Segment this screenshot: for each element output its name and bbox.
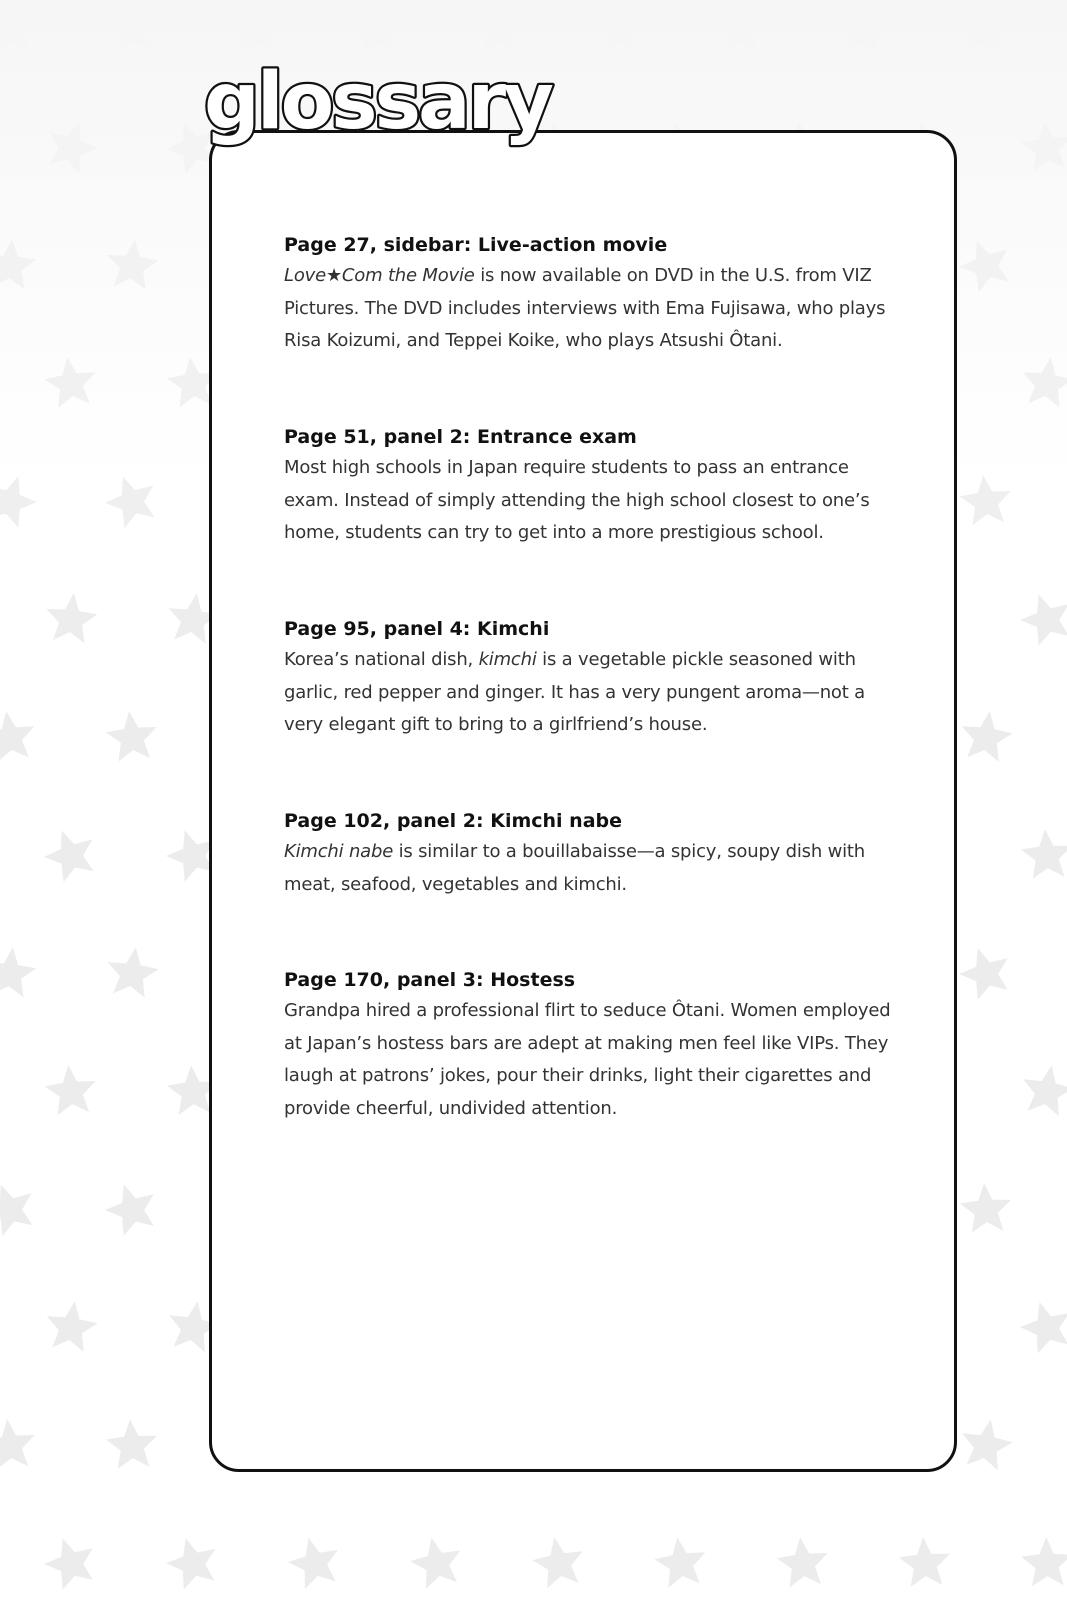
glossary-title (200, 58, 560, 158)
background-star (961, 3, 1012, 53)
background-star (44, 831, 93, 882)
entry-heading: Page 95, panel 4: Kimchi (284, 618, 550, 640)
background-star (0, 711, 34, 762)
background-star (777, 1537, 828, 1587)
star-icon: ★ (325, 265, 342, 286)
background-star (107, 239, 158, 289)
background-star (350, 3, 401, 53)
background-star (959, 241, 1008, 292)
background-star (1021, 1537, 1067, 1586)
background-star (0, 3, 34, 54)
italic-text: Com the Movie (341, 265, 475, 286)
entry-body (284, 836, 904, 901)
background-star (105, 3, 156, 54)
background-star (1020, 594, 1067, 645)
entry-body (284, 644, 904, 742)
entry-heading: Page 51, panel 2: Entrance exam (284, 426, 637, 448)
background-star (0, 1185, 32, 1236)
background-star (839, 3, 890, 53)
background-star (1020, 1302, 1067, 1353)
body-text: is similar to a bouillabaisse—a spicy, soupy dish with meat, seafood, vegetables and kimchi. (284, 841, 865, 895)
background-star (899, 1537, 950, 1587)
background-star (472, 3, 523, 52)
background-star (228, 3, 279, 53)
glossary-entry-kimchi-nabe (284, 806, 904, 901)
italic-text: kimchi (478, 649, 537, 670)
entry-body: Grandpa hired a professional flirt to seduce Ôtani. Women employed at Japan’s hostess bars are adept at making men feel like VIPs. They laugh at patrons’ jokes, pour their drinks, light their cigarettes and provide cheerful, undivided attention. (284, 1000, 891, 1119)
background-star (1021, 829, 1067, 879)
background-star (49, 122, 98, 173)
background-star (1023, 357, 1067, 408)
background-star (106, 711, 157, 761)
background-star (594, 3, 645, 52)
glossary-entry-kimchi (284, 614, 904, 742)
background-star (960, 1183, 1011, 1233)
background-star (0, 476, 37, 527)
background-star (960, 475, 1011, 525)
entry-heading: Page 27, sidebar: Live-action movie (284, 234, 668, 256)
background-star (532, 1537, 583, 1588)
background-star (962, 1419, 1013, 1470)
background-star (410, 1538, 460, 1589)
background-star (959, 948, 1008, 999)
body-text: is a vegetable pickle seasoned with garlic, red pepper and ginger. It has a very pungent aroma—not a very elegant gift to bring to a girlfriend’s house. (284, 649, 865, 735)
glossary-panel (209, 130, 957, 1472)
background-star (1021, 121, 1067, 171)
background-star (45, 1065, 96, 1115)
background-star (1023, 1065, 1067, 1116)
entry-heading: Page 170, panel 3: Hostess (284, 969, 576, 991)
background-star (44, 1538, 93, 1589)
italic-text: Love (284, 265, 326, 286)
glossary-title-text: glossary (204, 58, 551, 147)
background-star (166, 1538, 215, 1589)
background-star (288, 1538, 338, 1589)
background-star (717, 3, 768, 52)
italic-text: Kimchi nabe (284, 841, 394, 862)
entry-body (284, 260, 904, 358)
background-star (0, 239, 36, 289)
background-star (0, 1419, 35, 1469)
glossary-entry-entrance-exam (284, 422, 904, 550)
glossary-entry-hostess (284, 965, 904, 1125)
entry-heading: Page 102, panel 2: Kimchi nabe (284, 810, 623, 832)
background-star (108, 947, 159, 998)
glossary-entry-live-action-movie (284, 230, 904, 358)
body-text: Korea’s national dish, (284, 649, 479, 670)
background-star (962, 711, 1013, 762)
background-star (166, 830, 215, 881)
entry-body: Most high schools in Japan require students to pass an entrance exam. Instead of simply attending the high school closest to one’s home, students can try to get into a more prestigious school. (284, 457, 870, 543)
background-star (0, 947, 36, 997)
background-star (44, 357, 95, 408)
background-star (46, 593, 97, 643)
background-star (105, 477, 154, 528)
background-star (47, 1301, 98, 1352)
background-star (105, 1184, 154, 1235)
background-star (106, 1419, 157, 1469)
background-star (654, 1537, 705, 1588)
body-text: is now available on DVD in the U.S. from VIZ Pictures. The DVD includes interviews with Ema Fujisawa, who plays Risa Koizumi, and Teppei Koike, who plays Atsushi Ôtani. (284, 265, 886, 351)
